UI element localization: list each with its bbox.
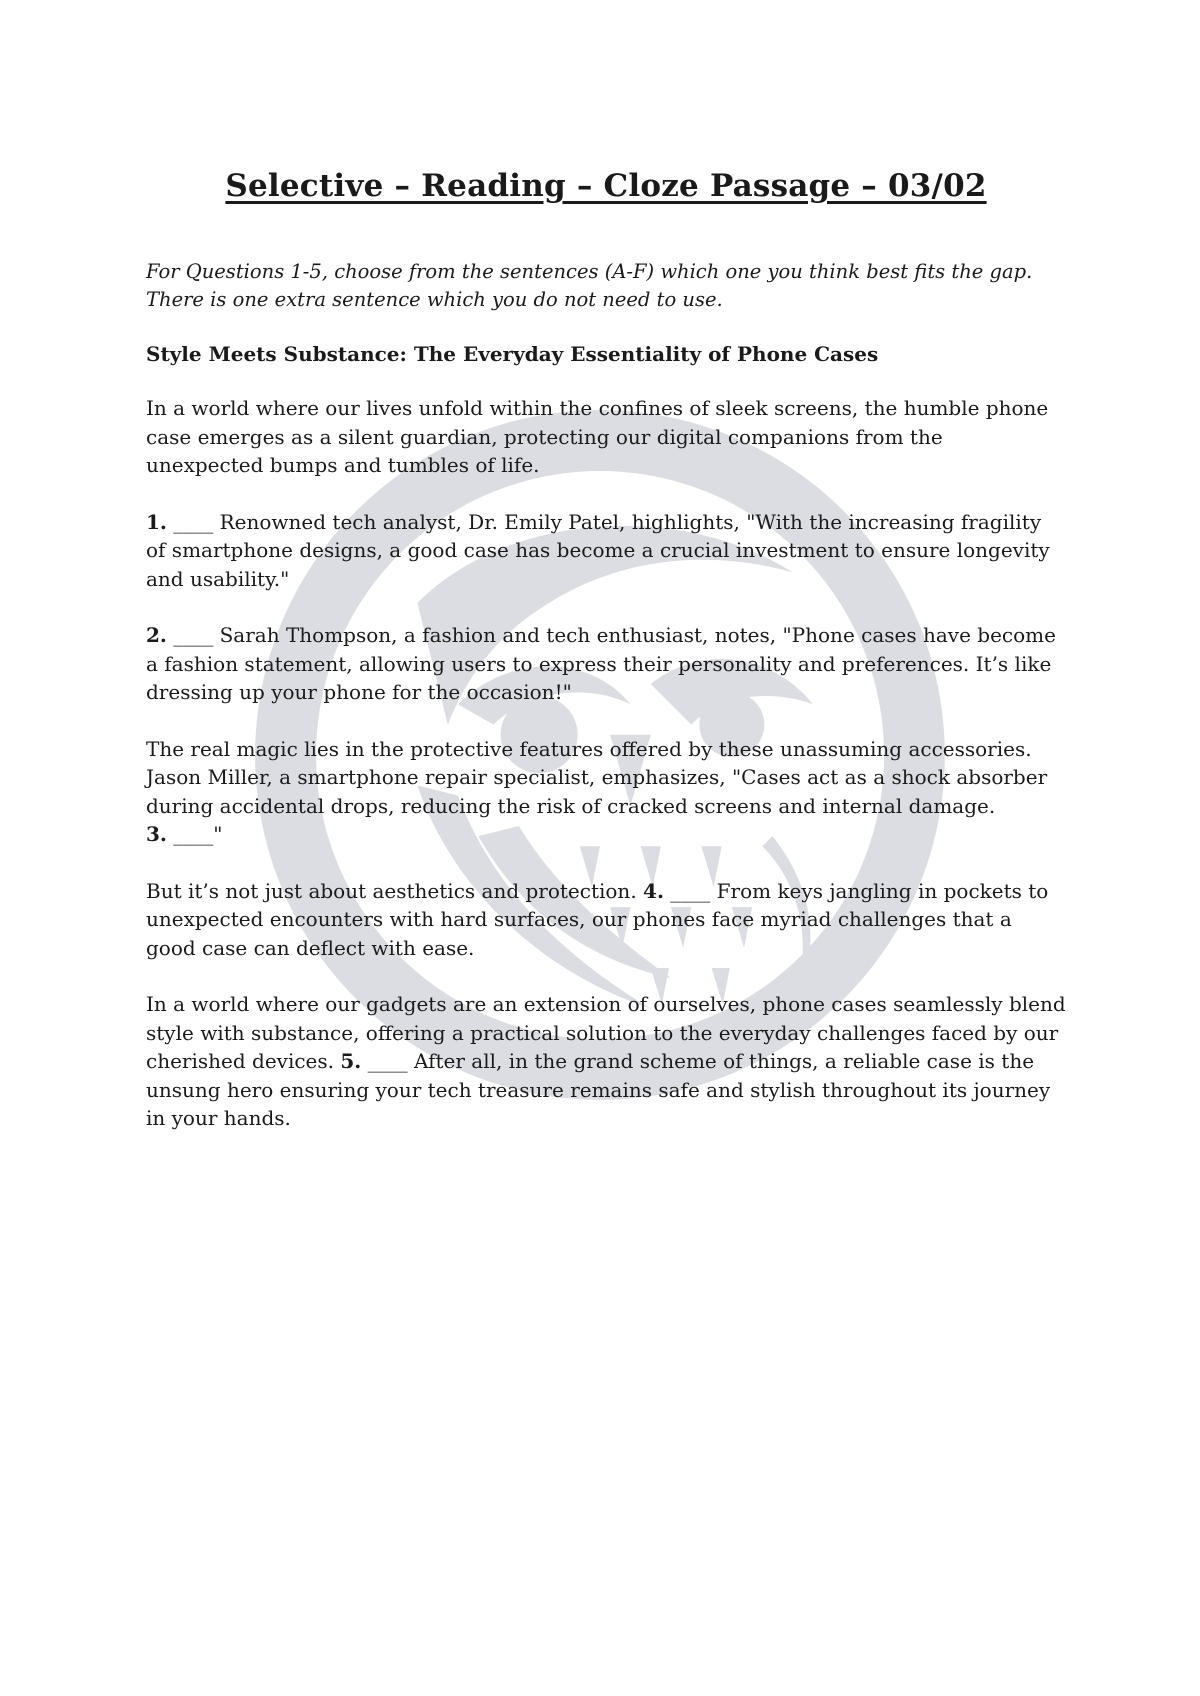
question-5-text-before: In a world where our gadgets are an extension of ourselves, phone cases seamlessly blend style with substance, offering a practical solution to the everyday challenges faced by our cherished devices.	[146, 992, 1066, 1073]
question-1-text: Renowned tech analyst, Dr. Emily Patel, highlights, "With the increasing fragility of smartphone designs, a good case has become a crucial investment to ensure longevity and usability."	[146, 509, 1050, 591]
gap-number-5: 5.	[340, 1049, 362, 1073]
gap-blank-3: ____"	[166, 822, 223, 846]
gap-blank-4: ____	[663, 878, 717, 903]
intro-paragraph: In a world where our lives unfold within the confines of sleek screens, the humble phone case emerges as a silent guardian, protecting our digital companions from the unexpected bumps and tumbles of life.	[146, 396, 1049, 477]
gap-blank-5: ____	[361, 1049, 414, 1073]
question-4-text-before: But it’s not just about aesthetics and protection.	[146, 878, 644, 903]
question-4-paragraph	[146, 877, 1066, 963]
gap-number-1: 1.	[146, 509, 167, 534]
gap-blank-1: ____	[166, 509, 220, 534]
gap-number-4: 4.	[643, 878, 664, 903]
instructions-line-2: There is one extra sentence which you do not need to use.	[146, 288, 723, 311]
question-5-text-after: After all, in the grand scheme of things, a reliable case is the unsung hero ensuring your tech treasure remains safe and stylish throughout its journey in your hands.	[146, 1049, 1051, 1130]
question-3-text: The real magic lies in the protective features offered by these unassuming accessories. Jason Miller, a smartphone repair specialist, emphasizes, "Cases act as a shock absorber during accidental drops, reducing the risk of cracked screens and internal damage.	[146, 736, 1048, 818]
gap-number-3: 3.	[146, 822, 167, 846]
question-2-text: Sarah Thompson, a fashion and tech enthusiast, notes, "Phone cases have become a fashion statement, allowing users to express their personality and preferences. It’s like dressing up your phone for the occasion!"	[146, 623, 1056, 704]
document-page	[146, 168, 1066, 1161]
article-heading: Style Meets Substance: The Everyday Essentiality of Phone Cases	[146, 342, 879, 366]
question-5-paragraph	[146, 990, 1066, 1133]
question-1-paragraph	[146, 508, 1066, 594]
instructions	[146, 258, 1066, 314]
gap-blank-2: ____	[166, 623, 220, 647]
question-3-paragraph	[146, 735, 1066, 849]
question-2-paragraph	[146, 621, 1066, 707]
instructions-line-1: For Questions 1-5, choose from the sentences (A-F) which one you think best fits the gap.	[146, 260, 1033, 283]
question-4-text-after: From keys jangling in pockets to unexpected encounters with hard surfaces, our phones face myriad challenges that a good case can deflect with ease.	[146, 878, 1049, 960]
document-title: Selective – Reading – Cloze Passage – 03/02	[225, 168, 987, 204]
gap-number-2: 2.	[146, 623, 167, 647]
